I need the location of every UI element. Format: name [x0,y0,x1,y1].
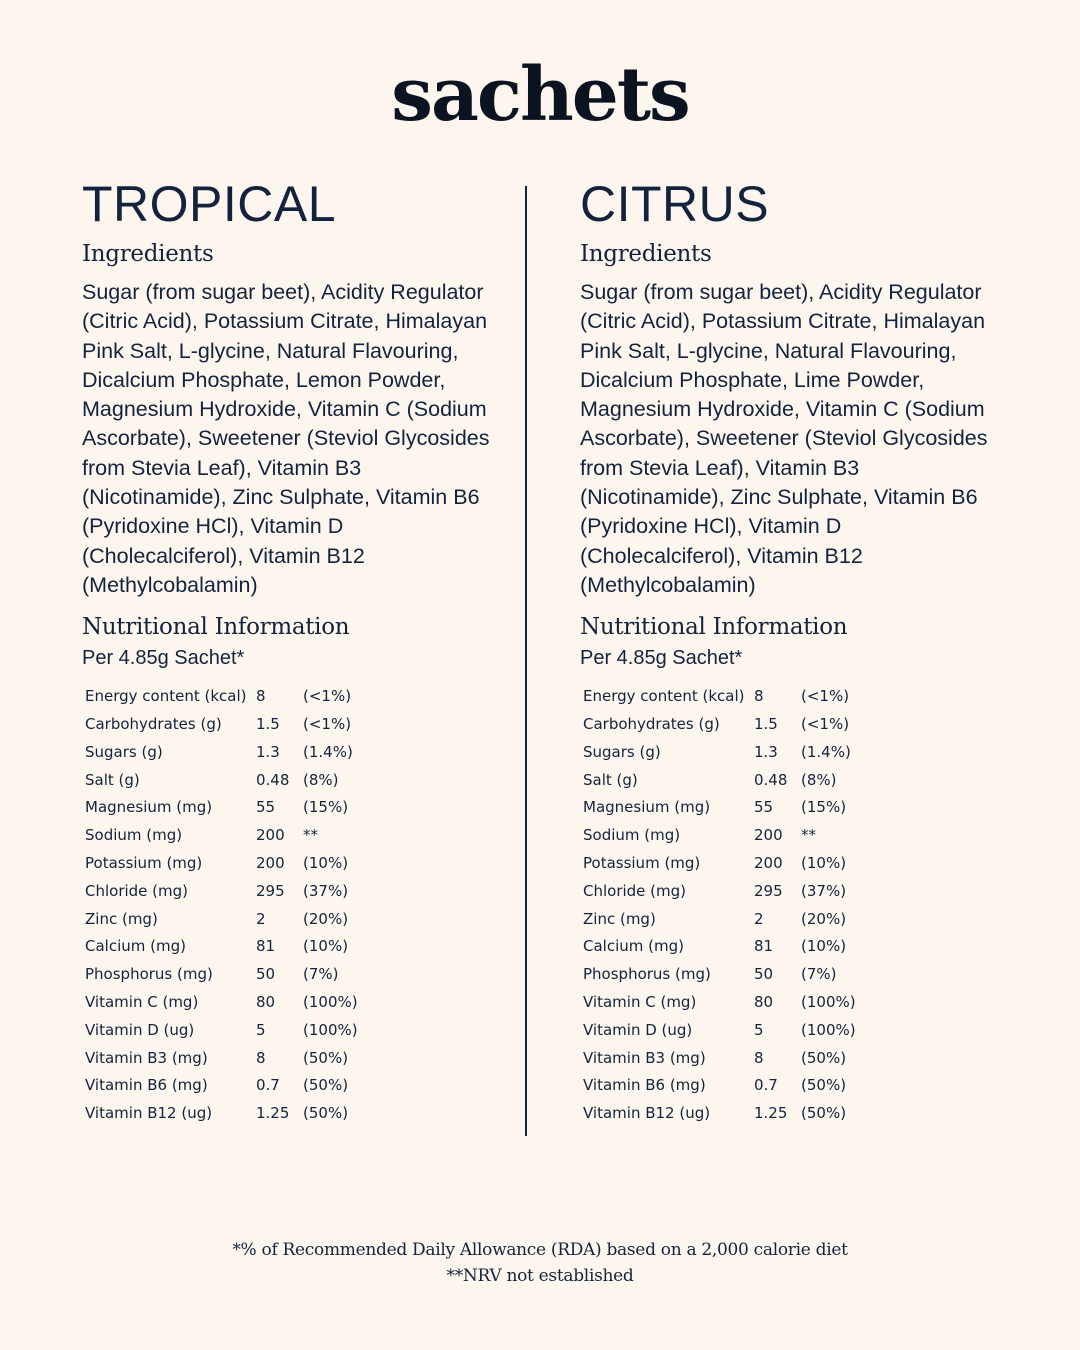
flavour-title: CITRUS [580,176,770,232]
nutrient-rda: (10%) [801,853,847,872]
nutrient-rda: (20%) [303,909,349,928]
nutrient-rda: (10%) [303,853,349,872]
nutrient-rda: (8%) [303,770,339,789]
nutrition-heading: Nutritional Information [82,614,350,641]
nutrient-rda: (1.4%) [801,742,851,761]
ingredients-heading: Ingredients [82,241,214,267]
nutrient-name: Chloride (mg) [583,881,687,900]
nutrition-row [583,1044,856,1072]
nutrition-row [85,821,358,849]
nutrition-table [583,682,856,1127]
nutrient-name: Phosphorus (mg) [583,965,711,984]
page-title: sachets [391,52,689,138]
nutrition-row [85,738,358,766]
column-divider [525,186,527,1136]
flavour-title: TROPICAL [82,176,337,232]
nutrient-name: Vitamin B6 (mg) [85,1076,208,1095]
nutrient-value: 80 [754,992,774,1011]
nutrient-value: 0.7 [754,1076,778,1095]
nutrient-rda: ** [801,826,816,845]
nutrient-name: Vitamin D (ug) [583,1020,693,1039]
nutrient-rda: (100%) [303,992,358,1011]
nutrition-row [85,1071,358,1099]
nutrition-row [85,1099,358,1127]
nutrition-row [583,766,856,794]
nutrition-row [85,877,358,905]
nutrient-name: Sugars (g) [583,742,661,761]
nutrient-rda: (7%) [801,965,837,984]
nutrient-name: Vitamin B3 (mg) [85,1048,208,1067]
nutrient-rda: (20%) [801,909,847,928]
nutrient-value: 8 [754,687,764,706]
nutrition-row [583,1099,856,1127]
nutrient-value: 1.3 [256,742,280,761]
nutrient-rda: (1.4%) [303,742,353,761]
nutrient-rda: (50%) [303,1104,349,1123]
nutrition-row [583,1016,856,1044]
nutrient-value: 200 [256,826,285,845]
nutrient-rda: (50%) [303,1076,349,1095]
nutrient-name: Energy content (kcal) [85,687,247,706]
nutrient-rda: ** [303,826,318,845]
nutrition-row [583,905,856,933]
nutrient-name: Zinc (mg) [583,909,656,928]
nutrient-name: Calcium (mg) [583,937,684,956]
nutrient-name: Magnesium (mg) [85,798,213,817]
ingredients-text: Sugar (from sugar beet), Acidity Regulator (Citric Acid), Potassium Citrate, Himalayan Pink Salt, L-glycine, Natural Flavouring, Dicalcium Phosphate, Lemon Powder, Magnesium Hydroxide, Vitamin C (Sodium Ascorbate), Sweetener (Steviol Glycosides from Stevia Leaf), Vitamin B3 (Nicotinamide), Zinc Sulphate, Vitamin B6 (Pyridoxine HCl), Vitamin D (Cholecalciferol), Vitamin B12 (Methylcobalamin) [82,280,490,597]
nutrient-value: 295 [256,881,285,900]
nutrient-value: 81 [256,937,276,956]
nutrition-row [583,960,856,988]
nutrient-rda: (100%) [801,992,856,1011]
nutrient-rda: (100%) [801,1020,856,1039]
nrv-footnote: **NRV not established [446,1266,634,1286]
nutrient-value: 1.5 [256,714,280,733]
nutrition-row [85,1016,358,1044]
nutrient-rda: (50%) [303,1048,349,1067]
nutrient-name: Vitamin D (ug) [85,1020,195,1039]
nutrient-rda: (100%) [303,1020,358,1039]
nutrient-name: Vitamin B3 (mg) [583,1048,706,1067]
nutrition-row [583,710,856,738]
nutrient-value: 200 [754,853,783,872]
nutrition-row [583,932,856,960]
per-serving-label: Per 4.85g Sachet* [580,647,743,670]
nutrient-name: Carbohydrates (g) [85,714,222,733]
nutrient-value: 1.25 [754,1104,788,1123]
nutrition-row [85,793,358,821]
nutrient-rda: (7%) [303,965,339,984]
nutrient-name: Calcium (mg) [85,937,186,956]
nutrient-value: 1.25 [256,1104,290,1123]
nutrient-value: 55 [754,798,774,817]
per-serving-label: Per 4.85g Sachet* [82,647,245,670]
nutrient-value: 2 [256,909,266,928]
nutrient-value: 0.48 [256,770,290,789]
nutrition-row [85,905,358,933]
nutrient-value: 5 [256,1020,266,1039]
nutrition-row [583,849,856,877]
nutrient-rda: (50%) [801,1076,847,1095]
nutrient-value: 81 [754,937,774,956]
rda-footnote: *% of Recommended Daily Allowance (RDA) based on a 2,000 calorie diet [232,1240,848,1260]
nutrient-name: Potassium (mg) [85,853,203,872]
nutrient-rda: (37%) [303,881,349,900]
nutrition-row [583,988,856,1016]
nutrient-rda: (10%) [801,937,847,956]
nutrient-name: Chloride (mg) [85,881,189,900]
nutrition-row [583,877,856,905]
nutrient-name: Sodium (mg) [85,826,183,845]
nutrition-row [85,766,358,794]
nutrition-row [85,710,358,738]
nutrient-rda: (<1%) [303,714,352,733]
nutrient-value: 55 [256,798,276,817]
nutrient-name: Phosphorus (mg) [85,965,213,984]
nutrient-value: 5 [754,1020,764,1039]
nutrition-row [85,960,358,988]
nutrient-value: 200 [256,853,285,872]
nutrient-rda: (50%) [801,1048,847,1067]
nutrition-heading: Nutritional Information [580,614,848,641]
nutrient-rda: (8%) [801,770,837,789]
nutrition-row [583,682,856,710]
nutrient-rda: (15%) [303,798,349,817]
nutrition-row [85,988,358,1016]
nutrient-rda: (<1%) [303,687,352,706]
nutrition-row [85,932,358,960]
flavour-column-citrus [580,176,1010,1127]
nutrition-row [583,793,856,821]
nutrient-value: 0.7 [256,1076,280,1095]
nutrition-row [583,821,856,849]
nutrient-name: Vitamin B6 (mg) [583,1076,706,1095]
footnotes [0,1237,1080,1289]
nutrient-value: 0.48 [754,770,788,789]
nutrient-name: Potassium (mg) [583,853,701,872]
nutrient-value: 50 [256,965,276,984]
nutrition-row [583,1071,856,1099]
nutrient-rda: (10%) [303,937,349,956]
nutrient-name: Vitamin B12 (ug) [583,1104,711,1123]
nutrition-row [85,682,358,710]
nutrient-name: Vitamin C (mg) [583,992,697,1011]
nutrient-name: Zinc (mg) [85,909,158,928]
nutrition-row [85,1044,358,1072]
flavour-column-tropical [82,176,512,1127]
nutrient-value: 8 [754,1048,764,1067]
nutrient-value: 200 [754,826,783,845]
nutrient-rda: (15%) [801,798,847,817]
nutrient-name: Salt (g) [583,770,638,789]
nutrition-row [85,849,358,877]
nutrient-value: 50 [754,965,774,984]
nutrition-table [85,682,358,1127]
nutrient-name: Sodium (mg) [583,826,681,845]
nutrient-name: Vitamin B12 (ug) [85,1104,213,1123]
nutrient-rda: (37%) [801,881,847,900]
nutrient-value: 1.5 [754,714,778,733]
nutrient-rda: (<1%) [801,714,850,733]
nutrient-rda: (<1%) [801,687,850,706]
nutrient-name: Sugars (g) [85,742,163,761]
nutrient-value: 80 [256,992,276,1011]
nutrient-name: Salt (g) [85,770,140,789]
nutrient-value: 8 [256,1048,266,1067]
ingredients-text: Sugar (from sugar beet), Acidity Regulator (Citric Acid), Potassium Citrate, Himalayan Pink Salt, L-glycine, Natural Flavouring, Dicalcium Phosphate, Lime Powder, Magnesium Hydroxide, Vitamin C (Sodium Ascorbate), Sweetener (Steviol Glycosides from Stevia Leaf), Vitamin B3 (Nicotinamide), Zinc Sulphate, Vitamin B6 (Pyridoxine HCl), Vitamin D (Cholecalciferol), Vitamin B12 (Methylcobalamin) [580,280,988,597]
ingredients-heading: Ingredients [580,241,712,267]
nutrient-value: 1.3 [754,742,778,761]
nutrient-rda: (50%) [801,1104,847,1123]
nutrient-value: 2 [754,909,764,928]
nutrient-name: Vitamin C (mg) [85,992,199,1011]
nutrition-row [583,738,856,766]
nutrient-value: 295 [754,881,783,900]
nutrient-name: Magnesium (mg) [583,798,711,817]
nutrient-name: Energy content (kcal) [583,687,745,706]
nutrient-value: 8 [256,687,266,706]
nutrient-name: Carbohydrates (g) [583,714,720,733]
